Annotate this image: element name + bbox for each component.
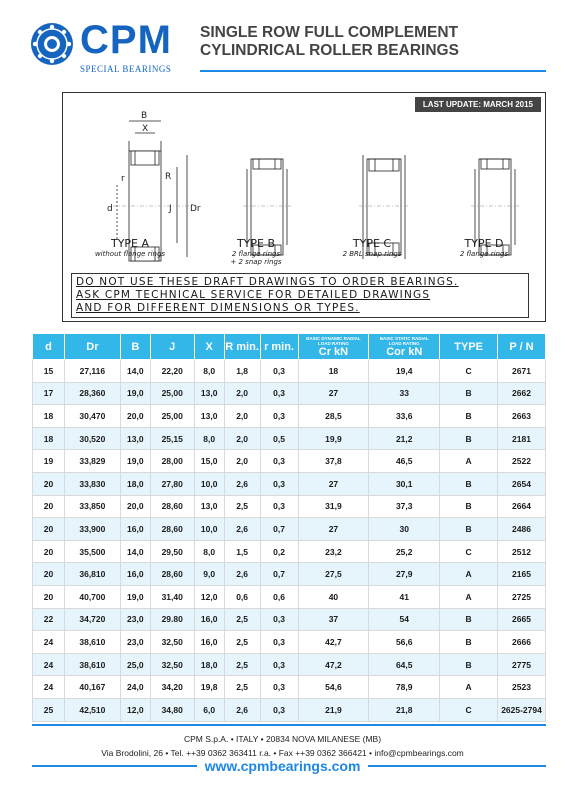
cell-cor: 21,8 bbox=[369, 698, 440, 721]
cell-rmin-big: 2,0 bbox=[224, 405, 260, 428]
cell-dr: 33,829 bbox=[64, 450, 120, 473]
cell-d: 20 bbox=[33, 495, 65, 518]
cell-type: B bbox=[440, 405, 498, 428]
table-row bbox=[33, 585, 546, 608]
cell-b: 23,0 bbox=[120, 608, 150, 631]
cell-rmin-small: 0,3 bbox=[260, 450, 298, 473]
cell-rmin-big: 0,6 bbox=[224, 585, 260, 608]
cell-x: 15,0 bbox=[194, 450, 224, 473]
cell-x: 9,0 bbox=[194, 563, 224, 586]
cell-rmin-big: 2,5 bbox=[224, 631, 260, 654]
table-row bbox=[33, 518, 546, 541]
cell-pn: 2523 bbox=[498, 676, 546, 699]
cell-b: 20,0 bbox=[120, 495, 150, 518]
cell-b: 14,0 bbox=[120, 540, 150, 563]
cell-d: 24 bbox=[33, 676, 65, 699]
cell-b: 23,0 bbox=[120, 631, 150, 654]
table-row bbox=[33, 676, 546, 699]
footer-divider-top bbox=[32, 724, 546, 726]
cell-cor: 78,9 bbox=[369, 676, 440, 699]
table-row bbox=[33, 360, 546, 383]
type-b-label bbox=[201, 237, 311, 266]
cell-rmin-big: 2,5 bbox=[224, 653, 260, 676]
cell-cr: 27 bbox=[298, 518, 369, 541]
type-description: 2 BRL snap rings bbox=[342, 250, 402, 258]
table-row bbox=[33, 382, 546, 405]
type-name: TYPE A bbox=[110, 237, 150, 250]
cell-d: 15 bbox=[33, 360, 65, 383]
table-row bbox=[33, 472, 546, 495]
col-header-cr bbox=[298, 334, 369, 360]
cell-type: B bbox=[440, 653, 498, 676]
cell-type: B bbox=[440, 608, 498, 631]
cell-d: 24 bbox=[33, 653, 65, 676]
cell-d: 24 bbox=[33, 631, 65, 654]
cell-d: 22 bbox=[33, 608, 65, 631]
cor-note-2: LOAD RATING bbox=[388, 340, 420, 346]
last-update-badge: LAST UPDATE: MARCH 2015 bbox=[415, 97, 541, 112]
cell-type: A bbox=[440, 450, 498, 473]
cell-j: 28,00 bbox=[150, 450, 194, 473]
cell-dr: 40,700 bbox=[64, 585, 120, 608]
cell-x: 19,8 bbox=[194, 676, 224, 699]
warning-notice bbox=[71, 273, 529, 318]
cell-type: B bbox=[440, 382, 498, 405]
cell-rmin-small: 0,7 bbox=[260, 563, 298, 586]
cell-j: 25,15 bbox=[150, 427, 194, 450]
cell-rmin-small: 0,3 bbox=[260, 653, 298, 676]
cell-j: 25,00 bbox=[150, 405, 194, 428]
col-header-rmin-small: r min. bbox=[260, 334, 298, 360]
cell-d: 18 bbox=[33, 427, 65, 450]
cell-cr: 19,9 bbox=[298, 427, 369, 450]
cor-label: Cor kN bbox=[386, 345, 423, 358]
cell-cor: 41 bbox=[369, 585, 440, 608]
cell-rmin-small: 0,3 bbox=[260, 631, 298, 654]
footer-website bbox=[0, 758, 565, 774]
table-row bbox=[33, 653, 546, 676]
cell-j: 25,00 bbox=[150, 382, 194, 405]
cell-j: 28,60 bbox=[150, 563, 194, 586]
cell-pn: 2625-2794 bbox=[498, 698, 546, 721]
cell-rmin-big: 2,6 bbox=[224, 472, 260, 495]
type-description: without flange rings bbox=[94, 250, 166, 258]
title-line-2: CYLINDRICAL ROLLER BEARINGS bbox=[200, 42, 459, 59]
cell-type: B bbox=[440, 518, 498, 541]
table-row bbox=[33, 608, 546, 631]
table-row bbox=[33, 427, 546, 450]
table-row bbox=[33, 450, 546, 473]
cell-rmin-small: 0,6 bbox=[260, 585, 298, 608]
cell-type: B bbox=[440, 427, 498, 450]
cell-cr: 27 bbox=[298, 382, 369, 405]
dim-label-j: J bbox=[169, 204, 172, 214]
cell-d: 17 bbox=[33, 382, 65, 405]
cr-note-1: BASIC DYNAMIC RADIAL bbox=[306, 335, 361, 341]
cell-cr: 27 bbox=[298, 472, 369, 495]
warning-line: ASK CPM TECHNICAL SERVICE FOR DETAILED DRAWINGS bbox=[76, 289, 431, 301]
dim-label-b: B bbox=[141, 111, 148, 121]
cell-rmin-small: 0,3 bbox=[260, 698, 298, 721]
cell-b: 19,0 bbox=[120, 382, 150, 405]
warning-line: DO NOT USE THESE DRAFT DRAWINGS TO ORDER BEARINGS. bbox=[76, 276, 459, 288]
cell-rmin-big: 2,5 bbox=[224, 608, 260, 631]
dim-label-d: d bbox=[107, 204, 113, 214]
cell-x: 8,0 bbox=[194, 540, 224, 563]
cell-pn: 2665 bbox=[498, 608, 546, 631]
cell-cr: 27,5 bbox=[298, 563, 369, 586]
col-header-type: TYPE bbox=[440, 334, 498, 360]
cell-cor: 33,6 bbox=[369, 405, 440, 428]
cell-rmin-small: 0,7 bbox=[260, 518, 298, 541]
cell-rmin-small: 0,3 bbox=[260, 472, 298, 495]
cell-pn: 2671 bbox=[498, 360, 546, 383]
table-row bbox=[33, 631, 546, 654]
cell-j: 29,50 bbox=[150, 540, 194, 563]
col-header-x: X bbox=[194, 334, 224, 360]
cell-cor: 27,9 bbox=[369, 563, 440, 586]
cell-d: 18 bbox=[33, 405, 65, 428]
cell-x: 8,0 bbox=[194, 427, 224, 450]
cell-pn: 2663 bbox=[498, 405, 546, 428]
cell-d: 20 bbox=[33, 585, 65, 608]
table-body bbox=[33, 360, 546, 722]
cell-dr: 33,830 bbox=[64, 472, 120, 495]
type-description: 2 flange rings bbox=[459, 250, 509, 258]
cell-rmin-big: 1,8 bbox=[224, 360, 260, 383]
col-header-cor bbox=[369, 334, 440, 360]
cell-x: 6,0 bbox=[194, 698, 224, 721]
cell-type: A bbox=[440, 676, 498, 699]
cell-cor: 54 bbox=[369, 608, 440, 631]
company-logo bbox=[30, 18, 180, 78]
table-row bbox=[33, 495, 546, 518]
warning-line: AND FOR DIFFERENT DIMENSIONS OR TYPES. bbox=[76, 302, 360, 314]
table-header-row bbox=[33, 334, 546, 360]
cell-j: 28,60 bbox=[150, 518, 194, 541]
table-row bbox=[33, 540, 546, 563]
cell-b: 16,0 bbox=[120, 563, 150, 586]
cell-pn: 2664 bbox=[498, 495, 546, 518]
col-header-d: d bbox=[33, 334, 65, 360]
cell-dr: 35,500 bbox=[64, 540, 120, 563]
cell-cr: 37,8 bbox=[298, 450, 369, 473]
cell-dr: 36,810 bbox=[64, 563, 120, 586]
col-header-dr: Dr bbox=[64, 334, 120, 360]
dim-label-x: X bbox=[142, 124, 149, 134]
cell-pn: 2775 bbox=[498, 653, 546, 676]
type-c-label bbox=[317, 237, 427, 258]
cell-cr: 37 bbox=[298, 608, 369, 631]
cell-b: 14,0 bbox=[120, 360, 150, 383]
cell-rmin-small: 0,3 bbox=[260, 382, 298, 405]
cr-note-2: LOAD RATING bbox=[317, 340, 349, 346]
cell-pn: 2512 bbox=[498, 540, 546, 563]
type-description: + 2 snap rings bbox=[230, 258, 282, 266]
cell-cr: 28,5 bbox=[298, 405, 369, 428]
cell-pn: 2486 bbox=[498, 518, 546, 541]
cell-dr: 33,900 bbox=[64, 518, 120, 541]
cell-j: 32,50 bbox=[150, 653, 194, 676]
table-row bbox=[33, 563, 546, 586]
cell-j: 34,20 bbox=[150, 676, 194, 699]
cell-x: 8,0 bbox=[194, 360, 224, 383]
cell-x: 10,0 bbox=[194, 472, 224, 495]
cell-rmin-big: 2,0 bbox=[224, 382, 260, 405]
cell-x: 10,0 bbox=[194, 518, 224, 541]
dim-label-dr: Dr bbox=[190, 204, 201, 214]
cell-rmin-big: 2,0 bbox=[224, 427, 260, 450]
cell-type: C bbox=[440, 360, 498, 383]
page-title bbox=[200, 24, 459, 60]
technical-drawing-panel bbox=[62, 92, 546, 322]
cell-cor: 21,2 bbox=[369, 427, 440, 450]
cell-x: 16,0 bbox=[194, 608, 224, 631]
cell-rmin-big: 2,6 bbox=[224, 698, 260, 721]
cell-x: 13,0 bbox=[194, 405, 224, 428]
cell-dr: 33,850 bbox=[64, 495, 120, 518]
cell-pn: 2725 bbox=[498, 585, 546, 608]
cell-b: 19,0 bbox=[120, 450, 150, 473]
type-name: TYPE B bbox=[236, 237, 276, 250]
bearing-logo-icon bbox=[30, 22, 74, 66]
cell-dr: 30,520 bbox=[64, 427, 120, 450]
cell-pn: 2181 bbox=[498, 427, 546, 450]
cell-dr: 27,116 bbox=[64, 360, 120, 383]
cell-dr: 34,720 bbox=[64, 608, 120, 631]
cell-cor: 56,6 bbox=[369, 631, 440, 654]
cell-d: 25 bbox=[33, 698, 65, 721]
table-row bbox=[33, 405, 546, 428]
cell-rmin-small: 0,3 bbox=[260, 676, 298, 699]
cell-cor: 33 bbox=[369, 382, 440, 405]
cell-j: 29.80 bbox=[150, 608, 194, 631]
cell-dr: 38,610 bbox=[64, 653, 120, 676]
cell-type: A bbox=[440, 563, 498, 586]
type-a-label bbox=[75, 237, 185, 258]
cell-rmin-small: 0,5 bbox=[260, 427, 298, 450]
cell-b: 16,0 bbox=[120, 518, 150, 541]
cell-pn: 2165 bbox=[498, 563, 546, 586]
cell-rmin-big: 2,6 bbox=[224, 518, 260, 541]
cell-x: 13,0 bbox=[194, 382, 224, 405]
cell-type: C bbox=[440, 540, 498, 563]
cell-cor: 19,4 bbox=[369, 360, 440, 383]
cell-cr: 42,7 bbox=[298, 631, 369, 654]
cell-rmin-small: 0,3 bbox=[260, 360, 298, 383]
website-link[interactable]: www.cpmbearings.com bbox=[197, 758, 369, 774]
cell-dr: 42,510 bbox=[64, 698, 120, 721]
cell-j: 22,20 bbox=[150, 360, 194, 383]
cell-d: 20 bbox=[33, 563, 65, 586]
cell-b: 25,0 bbox=[120, 653, 150, 676]
brand-subtitle: SPECIAL BEARINGS bbox=[80, 64, 172, 74]
cell-cr: 54,6 bbox=[298, 676, 369, 699]
col-header-j: J bbox=[150, 334, 194, 360]
cell-j: 27,80 bbox=[150, 472, 194, 495]
type-d-label bbox=[429, 237, 539, 258]
cell-cor: 30,1 bbox=[369, 472, 440, 495]
col-header-b: B bbox=[120, 334, 150, 360]
cell-b: 18,0 bbox=[120, 472, 150, 495]
cell-rmin-big: 2,0 bbox=[224, 450, 260, 473]
cell-cr: 40 bbox=[298, 585, 369, 608]
cell-cor: 25,2 bbox=[369, 540, 440, 563]
cell-dr: 30,470 bbox=[64, 405, 120, 428]
cell-rmin-big: 1,5 bbox=[224, 540, 260, 563]
cell-pn: 2654 bbox=[498, 472, 546, 495]
cell-cr: 21,9 bbox=[298, 698, 369, 721]
type-name: TYPE D bbox=[464, 237, 504, 250]
cell-d: 20 bbox=[33, 518, 65, 541]
cell-j: 32,50 bbox=[150, 631, 194, 654]
dim-label-r: r bbox=[121, 174, 125, 184]
cell-dr: 28,360 bbox=[64, 382, 120, 405]
cell-x: 13,0 bbox=[194, 495, 224, 518]
cell-j: 34,80 bbox=[150, 698, 194, 721]
cell-pn: 2662 bbox=[498, 382, 546, 405]
cell-cor: 30 bbox=[369, 518, 440, 541]
cell-cr: 31,9 bbox=[298, 495, 369, 518]
cell-b: 12,0 bbox=[120, 698, 150, 721]
cell-type: B bbox=[440, 472, 498, 495]
col-header-pn: P / N bbox=[498, 334, 546, 360]
cell-rmin-small: 0,3 bbox=[260, 405, 298, 428]
cell-cor: 37,3 bbox=[369, 495, 440, 518]
cell-pn: 2666 bbox=[498, 631, 546, 654]
cell-type: A bbox=[440, 585, 498, 608]
cell-rmin-big: 2,5 bbox=[224, 495, 260, 518]
cell-j: 28,60 bbox=[150, 495, 194, 518]
cell-d: 19 bbox=[33, 450, 65, 473]
cell-cor: 64,5 bbox=[369, 653, 440, 676]
cell-cr: 23,2 bbox=[298, 540, 369, 563]
cell-b: 24,0 bbox=[120, 676, 150, 699]
cell-rmin-small: 0,3 bbox=[260, 608, 298, 631]
cell-x: 18,0 bbox=[194, 653, 224, 676]
dim-label-big-r: R bbox=[165, 172, 172, 182]
bearing-specs-table bbox=[32, 333, 546, 722]
cell-cr: 47,2 bbox=[298, 653, 369, 676]
footer-contact-line: Via Brodolini, 26 • Tel. ++39 0362 363411 r.a. • Fax ++39 0362 366421 • info@cpmbearings.com bbox=[101, 748, 464, 758]
cr-label: Cr kN bbox=[318, 345, 349, 358]
cell-cor: 46,5 bbox=[369, 450, 440, 473]
brand-name: CPM bbox=[80, 18, 172, 62]
footer-company-line: CPM S.p.A. • ITALY • 20834 NOVA MILANESE (MB) bbox=[183, 734, 382, 744]
cell-b: 20,0 bbox=[120, 405, 150, 428]
cell-type: B bbox=[440, 631, 498, 654]
title-line-1: SINGLE ROW FULL COMPLEMENT bbox=[200, 24, 459, 41]
cell-dr: 38,610 bbox=[64, 631, 120, 654]
cell-rmin-big: 2,6 bbox=[224, 563, 260, 586]
cell-type: C bbox=[440, 698, 498, 721]
cell-rmin-small: 0,2 bbox=[260, 540, 298, 563]
cor-note-1: BASIC STATIC RADIAL bbox=[379, 335, 429, 341]
type-description: 2 flange rings bbox=[231, 250, 281, 258]
cell-dr: 40,167 bbox=[64, 676, 120, 699]
cell-b: 19,0 bbox=[120, 585, 150, 608]
type-name: TYPE C bbox=[352, 237, 392, 250]
cell-d: 20 bbox=[33, 472, 65, 495]
cell-x: 16,0 bbox=[194, 631, 224, 654]
cell-d: 20 bbox=[33, 540, 65, 563]
cell-rmin-big: 2,5 bbox=[224, 676, 260, 699]
cell-pn: 2522 bbox=[498, 450, 546, 473]
cell-x: 12,0 bbox=[194, 585, 224, 608]
table-row bbox=[33, 698, 546, 721]
cell-rmin-small: 0,3 bbox=[260, 495, 298, 518]
cell-cr: 18 bbox=[298, 360, 369, 383]
cell-b: 13,0 bbox=[120, 427, 150, 450]
cell-j: 31,40 bbox=[150, 585, 194, 608]
title-divider bbox=[200, 70, 546, 72]
col-header-rmin-big: R min. bbox=[224, 334, 260, 360]
cell-type: B bbox=[440, 495, 498, 518]
